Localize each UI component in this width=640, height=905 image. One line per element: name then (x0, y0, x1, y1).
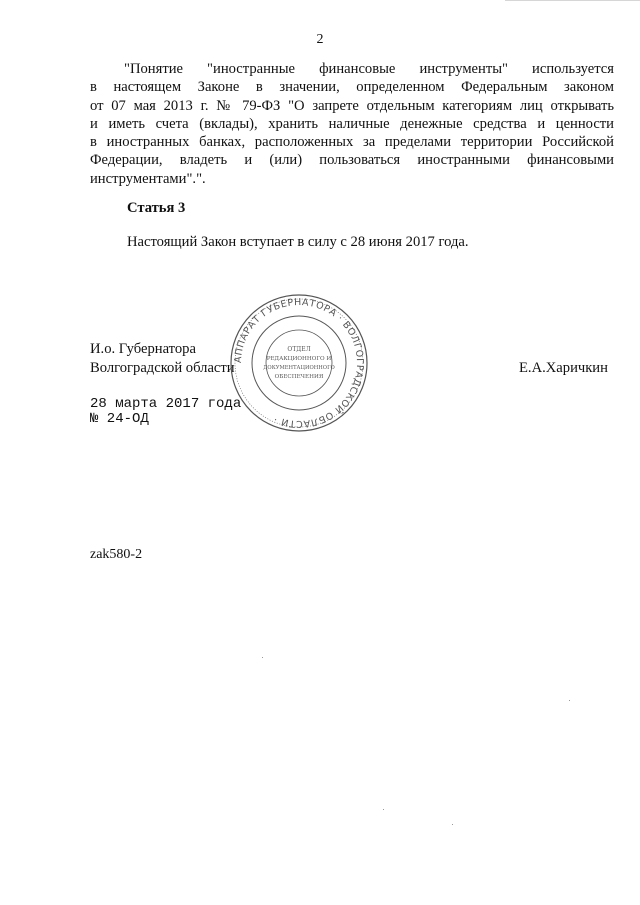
seal-center-line: ОТДЕЛ (287, 346, 311, 353)
page-number: 2 (316, 32, 324, 47)
signatory-position-line2: Волгоградской области (90, 360, 235, 376)
document-number: № 24-ОД (90, 411, 149, 427)
top-edge-line (505, 0, 640, 1)
seal-center-line: ОБЕСПЕЧЕНИЯ (274, 374, 324, 380)
seal-outer-text (233, 297, 365, 429)
document-date: 28 марта 2017 года (90, 396, 242, 412)
scan-speck (452, 824, 453, 825)
paragraph-line: и иметь счета (вклады), хранить наличные денежные средства и ценности (90, 115, 614, 132)
document-reference: zak580-2 (90, 547, 143, 562)
signatory-name: Е.А.Харичкин (519, 360, 608, 376)
signatory-position-line1: И.о. Губернатора (90, 341, 196, 357)
seal-center-line: ДОКУМЕНТАЦИОННОГО (263, 365, 335, 371)
article-text: Настоящий Закон вступает в силу с 28 июня 2017 года. (127, 234, 469, 250)
official-seal (229, 293, 369, 433)
seal-outer-textpath: АППАРАТ ГУБЕРНАТОРА · ВОЛГОГРАДСКОЙ ОБЛАСТИ · (232, 296, 366, 430)
paragraph-line: от 07 мая 2013 г. № 79-ФЗ "О запрете отдельным категориям лиц открывать (90, 97, 614, 114)
article-heading: Статья 3 (127, 200, 186, 216)
paragraph-line: инструментами".". (90, 170, 206, 187)
paragraph-line: Федерации, владеть и (или) пользоваться иностранными финансовыми (90, 152, 614, 169)
seal-center-line: РЕДАКЦИОННОГО И (266, 356, 332, 362)
scan-speck (383, 809, 384, 810)
scan-speck (569, 700, 570, 701)
paragraph-line: в иностранных банках, расположенных за пределами территории Российской (90, 134, 614, 151)
scan-speck (262, 657, 263, 658)
definition-paragraph (90, 60, 614, 188)
paragraph-line: "Понятие "иностранные финансовые инструменты" используется (124, 61, 614, 77)
paragraph-line: в настоящем Законе в значении, определенном Федеральным законом (90, 79, 614, 96)
